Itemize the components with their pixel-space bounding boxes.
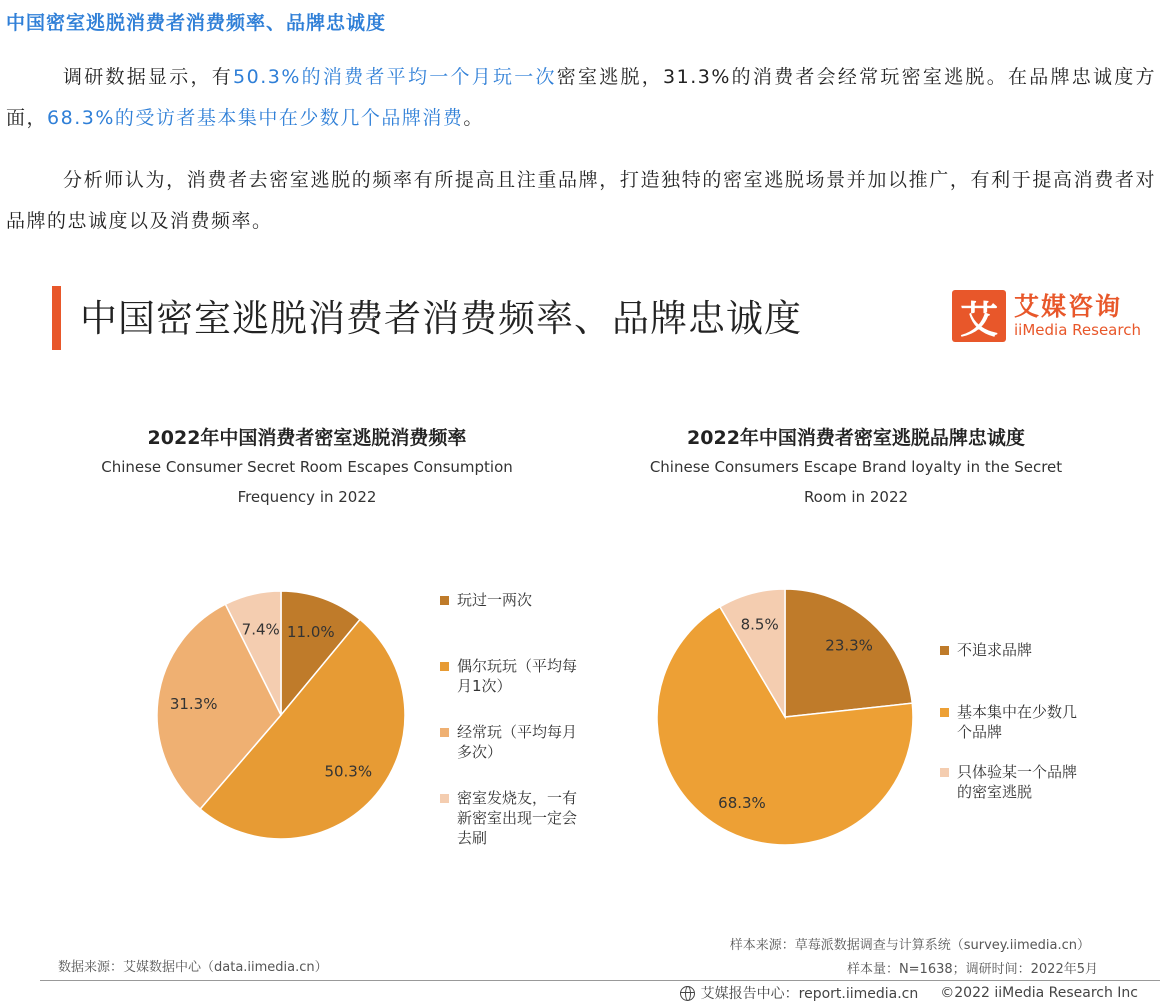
logo-mark: 艾 xyxy=(952,290,1006,342)
para1-highlight: 50.3%的消费者平均一个月玩一次 xyxy=(233,66,557,88)
legend-swatch xyxy=(440,728,449,737)
para1-seg: 调研数据显示，有 xyxy=(63,66,234,88)
logo-cn: 艾媒咨询 xyxy=(1014,292,1123,321)
report-image xyxy=(0,260,1160,1006)
chart2-legend xyxy=(940,640,1110,810)
legend-item xyxy=(440,788,590,848)
legend-label: 经常玩（平均每月多次） xyxy=(457,723,578,761)
legend-item xyxy=(940,702,1090,742)
legend-swatch xyxy=(440,662,449,671)
pie-slice-label: 11.0% xyxy=(286,623,335,642)
legend-item xyxy=(440,722,590,762)
para1-seg: 。 xyxy=(463,107,484,129)
legend-label: 玩过一两次 xyxy=(457,591,533,609)
logo-en: iiMedia Research xyxy=(1014,321,1141,339)
report-title: 中国密室逃脱消费者消费频率、品牌忠诚度 xyxy=(80,297,802,340)
footer-sample-size: 样本量：N=1638；调研时间：2022年5月 xyxy=(846,962,1098,977)
legend-item xyxy=(940,762,1090,802)
para1-seg: 密室逃脱，31.3%的消费者会经常玩密室逃脱。在品牌忠诚度方面， xyxy=(6,66,1156,129)
article-paragraph-2: 分析师认为，消费者去密室逃脱的频率有所提高且注重品牌，打造独特的密室逃脱场景并加以推广，有利于提高消费者对品牌的忠诚度以及消费频率。 xyxy=(6,169,1156,232)
legend-label: 密室发烧友，一有新密室出现一定会去刷 xyxy=(457,789,578,847)
legend-swatch xyxy=(940,708,949,717)
chart1-title: 2022年中国消费者密室逃脱消费频率 xyxy=(147,427,467,449)
footer-copyright: ©2022 iiMedia Research Inc xyxy=(940,985,1138,1001)
article-heading: 中国密室逃脱消费者消费频率、品牌忠诚度 xyxy=(6,12,387,34)
pie-slice-label: 50.3% xyxy=(324,762,373,781)
footer-bottom xyxy=(680,983,1138,1003)
pie-slice-label: 8.5% xyxy=(740,615,779,634)
iimedia-logo xyxy=(952,290,1141,342)
legend-swatch xyxy=(940,646,949,655)
chart1-subtitle-line1: Chinese Consumer Secret Room Escapes Consumption xyxy=(101,458,513,476)
chart1-legend xyxy=(440,590,600,860)
chart2-subtitle-line2: Room in 2022 xyxy=(803,488,909,506)
legend-swatch xyxy=(440,596,449,605)
article-paragraph-1 xyxy=(6,57,1156,139)
legend-item xyxy=(940,640,1090,660)
legend-label: 只体验某一个品牌的密室逃脱 xyxy=(957,763,1078,801)
para1-highlight: 68.3%的受访者基本集中在少数几个品牌消费 xyxy=(47,107,464,129)
pie-chart-brand-loyalty xyxy=(650,582,920,852)
legend-item xyxy=(440,590,590,610)
pie-slice-label: 68.3% xyxy=(718,793,766,812)
pie-slice-label: 7.4% xyxy=(241,620,280,639)
pie-chart-frequency xyxy=(151,585,411,845)
chart1-subtitle xyxy=(77,452,537,512)
legend-label: 基本集中在少数几个品牌 xyxy=(957,703,1078,741)
pie-slice-label: 23.3% xyxy=(825,636,873,655)
globe-icon xyxy=(680,986,695,1001)
legend-label: 偶尔玩玩（平均每月1次） xyxy=(457,657,578,695)
legend-item xyxy=(440,656,590,696)
footer-sample-source: 样本来源：草莓派数据调查与计算系统（survey.iimedia.cn） xyxy=(729,938,1090,953)
chart2-subtitle xyxy=(626,452,1086,512)
chart1-subtitle-line2: Frequency in 2022 xyxy=(237,488,377,506)
footer-divider xyxy=(40,980,1160,981)
legend-swatch xyxy=(440,794,449,803)
pie-slice-label: 31.3% xyxy=(169,695,218,714)
legend-swatch xyxy=(940,768,949,777)
chart2-subtitle-line1: Chinese Consumers Escape Brand loyalty in the Secret xyxy=(649,458,1063,476)
chart2-title: 2022年中国消费者密室逃脱品牌忠诚度 xyxy=(687,427,1025,449)
footer-data-source: 数据来源：艾媒数据中心（data.iimedia.cn） xyxy=(58,960,328,975)
legend-label: 不追求品牌 xyxy=(957,641,1033,659)
footer-report-center[interactable]: 艾媒报告中心：report.iimedia.cn xyxy=(700,986,919,1002)
title-accent-bar xyxy=(52,286,61,350)
logo-text xyxy=(1014,293,1141,339)
